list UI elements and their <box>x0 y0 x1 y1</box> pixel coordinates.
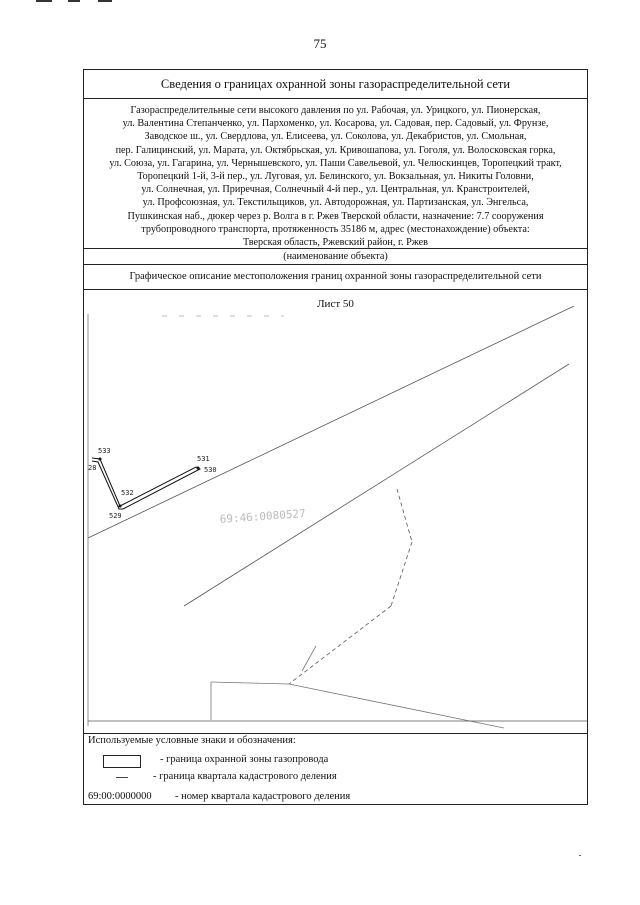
section-title: Графическое описание местоположения границ охранной зоны газораспределительной сети <box>129 271 542 282</box>
cadastral-boundary-line <box>302 646 316 671</box>
point-label: 530 <box>204 466 217 474</box>
description-line: ул. Профсоюзная, ул. Текстильщиков, ул. Автодорожная, ул. Партизанская, ул. Энгельса, <box>142 197 529 209</box>
legend-item-zone-boundary: - граница охранной зоны газопровода <box>160 754 329 765</box>
description-line: Торопецкий 1-й, 3-й пер., ул. Луговая, ул. Белинского, ул. Вокзальная, ул. Никиты Головни, <box>137 171 534 183</box>
description-line: пер. Галицинский, ул. Марата, ул. Октябрьская, ул. Кривошапова, ул. Гоголя, ул. Волосковская горка, <box>115 144 556 156</box>
point-label: 529 <box>109 512 122 520</box>
protection-zone-boundary <box>92 458 200 509</box>
description-line: Пушкинская наб., дюкер через р. Волга в г. Ржев Тверской области, назначение: 7.7 сооружения <box>127 210 544 222</box>
description-line: ул. Солнечная, ул. Приречная, Солнечный 4-й пер., ул. Центральная, ул. Кранcтроителей, <box>141 184 530 196</box>
divider <box>84 98 587 99</box>
object-description <box>90 104 581 249</box>
legend-quarter-boundary-symbol <box>116 777 128 778</box>
divider <box>84 248 587 249</box>
point-label: 533 <box>98 447 111 455</box>
legend-title: Используемые условные знаки и обозначения: <box>88 735 296 746</box>
legend-item-quarter-boundary: - граница квартала кадастрового деления <box>153 771 337 782</box>
cadastral-boundary-line <box>397 489 412 542</box>
boundary-point <box>99 458 102 461</box>
cadastral-boundary-line <box>289 684 504 728</box>
description-line: Газораспределительные сети высокого давления по ул. Рабочая, ул. Урицкого, ул. Пионерская, <box>130 105 541 116</box>
boundary-point <box>197 467 200 470</box>
point-label: 531 <box>197 455 210 463</box>
cadastral-boundary-line <box>211 682 289 684</box>
page-number: 75 <box>313 36 327 51</box>
point-label: 28 <box>88 464 97 472</box>
sheet-label: Лист 50 <box>317 298 354 310</box>
cadastral-boundary-line <box>289 606 391 684</box>
cadastral-number-label: 69:46:0080527 <box>219 507 307 526</box>
divider <box>84 733 587 734</box>
description-line: Заводское ш., ул. Свердлова, ул. Елисеева, ул. Соколова, ул. Декабристов, ул. Смольная, <box>144 131 527 143</box>
point-label: 532 <box>121 489 134 497</box>
legend-quarter-number-symbol: 69:00:0000000 <box>88 791 152 802</box>
description-line: ул. Союза, ул. Гагарина, ул. Чернышевского, ул. Паши Савельевой, ул. Челюскинцев, Торопецкий тракт, <box>109 157 562 169</box>
divider <box>84 289 587 290</box>
description-line: Тверская область, Ржевский район, г. Ржев <box>243 237 428 249</box>
boundary-map <box>84 306 587 733</box>
description-line: ул. Валентина Степанченко, ул. Пархоменко, ул. Косарова, ул. Садовая, пер. Садовый, ул. Фрунзе, <box>122 118 549 130</box>
cadastral-boundary-line <box>88 306 574 538</box>
legend-item-quarter-number: - номер квартала кадастрового деления <box>175 791 351 802</box>
description-line: трубопроводного транспорта, протяженность 35186 м, адрес (местонахождение) объекта: <box>141 223 530 235</box>
cadastral-boundary-line <box>391 542 412 606</box>
header-title: Сведения о границах охранной зоны газораспределительной сети <box>160 77 511 91</box>
scan-speck <box>579 855 581 856</box>
legend-zone-boundary-symbol <box>103 755 141 768</box>
boundary-point <box>119 505 122 508</box>
object-name-caption: (наименование объекта) <box>283 251 388 262</box>
